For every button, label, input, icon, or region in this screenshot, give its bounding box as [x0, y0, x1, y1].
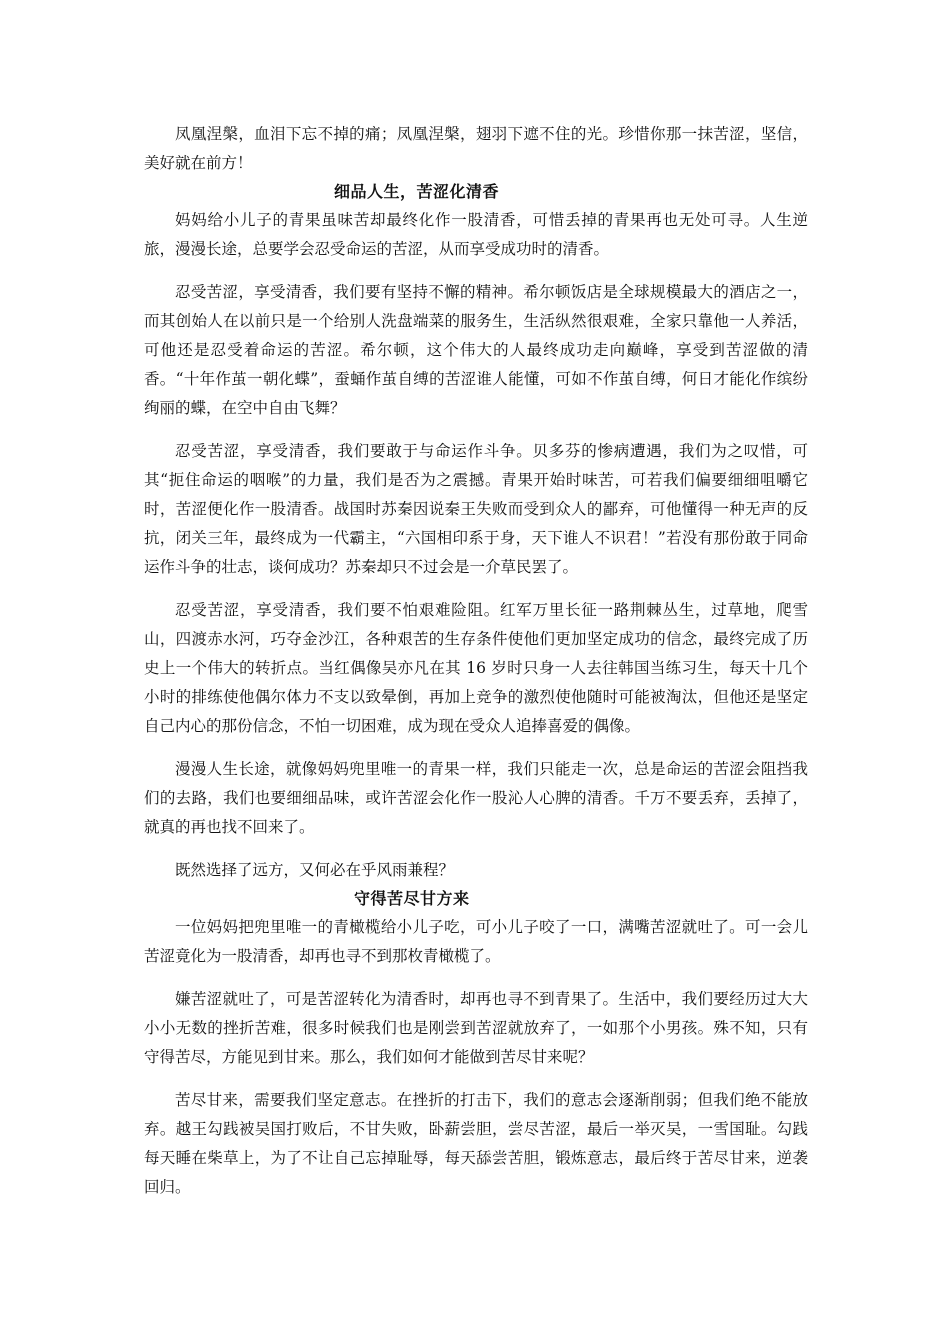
- section-heading-1: 细品人生，苦涩化清香: [334, 182, 500, 201]
- paragraph: 既然选择了远方，又何必在乎风雨兼程？: [175, 861, 455, 879]
- paragraph: 妈妈给小儿子的青果虽味苦却最终化作一股清香，可惜丢掉的青果再也无处可寻。人生逆旅，漫漫长途，总要学会忍受命运的苦涩，从而享受成功时的清香。: [144, 211, 808, 258]
- paragraph: 嫌苦涩就吐了，可是苦涩转化为清香时，却再也寻不到青果了。生活中，我们要经历过大大小小无数的挫折苦难，很多时候我们也是刚尝到苦涩就放弃了，一如那个小男孩。殊不知，只有守得苦尽，方能见到甘来。那么，我们如何才能做到苦尽甘来呢？: [144, 990, 808, 1066]
- paragraph: 忍受苦涩，享受清香，我们要敢于与命运作斗争。贝多芬的惨病遭遇，我们为之叹惜，可其“扼住命运的咽喉”的力量，我们是否为之震撼。青果开始时味苦，可若我们偏要细细咀嚼它时，苦涩便化作一股清香。战国时苏秦因说秦王失败而受到众人的鄙弃，可他懂得一种无声的反抗，闭关三年，最终成为一代霸主，“六国相印系于身，天下谁人不识君！”若没有那份敢于同命运作斗争的壮志，谈何成功？苏秦却只不过会是一介草民罢了。: [144, 442, 808, 576]
- essay-body: [144, 120, 808, 1202]
- section-heading-2: 守得苦尽甘方来: [354, 889, 470, 908]
- paragraph: 苦尽甘来，需要我们坚定意志。在挫折的打击下，我们的意志会逐渐削弱；但我们绝不能放弃。越王勾践被吴国打败后，不甘失败，卧薪尝胆，尝尽苦涩，最后一举灭吴，一雪国耻。勾践每天睡在柴草上，为了不让自己忘掉耻辱，每天舔尝苦胆，锻炼意志，最后终于苦尽甘来，逆袭回归。: [144, 1091, 808, 1196]
- paragraph-intro-closing: 凤凰涅槃，血泪下忘不掉的痛；凤凰涅槃，翅羽下遮不住的光。珍惜你那一抹苦涩，坚信，美好就在前方！: [144, 125, 808, 172]
- paragraph: 忍受苦涩，享受清香，我们要不怕艰难险阻。红军万里长征一路荆棘丛生，过草地，爬雪山，四渡赤水河，巧夺金沙江，各种艰苦的生存条件使他们更加坚定成功的信念，最终完成了历史上一个伟大的转折点。当红偶像吴亦凡在其 16 岁时只身一人去往韩国当练习生，每天十几个小时的排练使他偶尔体力不支以致晕倒，再加上竞争的激烈使他随时可能被淘汰，但他还是坚定自己内心的那份信念，不怕一切困难，成为现在受众人追捧喜爱的偶像。: [144, 601, 808, 735]
- paragraph: 忍受苦涩，享受清香，我们要有坚持不懈的精神。希尔顿饭店是全球规模最大的酒店之一，而其创始人在以前只是一个给别人洗盘端菜的服务生，生活纵然很艰难，全家只靠他一人养活，可他还是忍受着命运的苦涩。希尔顿，这个伟大的人最终成功走向巅峰，享受到苦涩做的清香。“十年作茧一朝化蝶”，蚕蛹作茧自缚的苦涩谁人能懂，可如不作茧自缚，何日才能化作缤纷绚丽的蝶，在空中自由飞舞？: [144, 283, 808, 417]
- paragraph: 漫漫人生长途，就像妈妈兜里唯一的青果一样，我们只能走一次，总是命运的苦涩会阻挡我们的去路，我们也要细细品味，或许苦涩会化作一股沁人心脾的清香。千万不要丢弃，丢掉了，就真的再也找不回来了。: [144, 760, 808, 836]
- paragraph: 一位妈妈把兜里唯一的青橄榄给小儿子吃，可小儿子咬了一口，满嘴苦涩就吐了。可一会儿苦涩竟化为一股清香，却再也寻不到那枚青橄榄了。: [144, 918, 808, 965]
